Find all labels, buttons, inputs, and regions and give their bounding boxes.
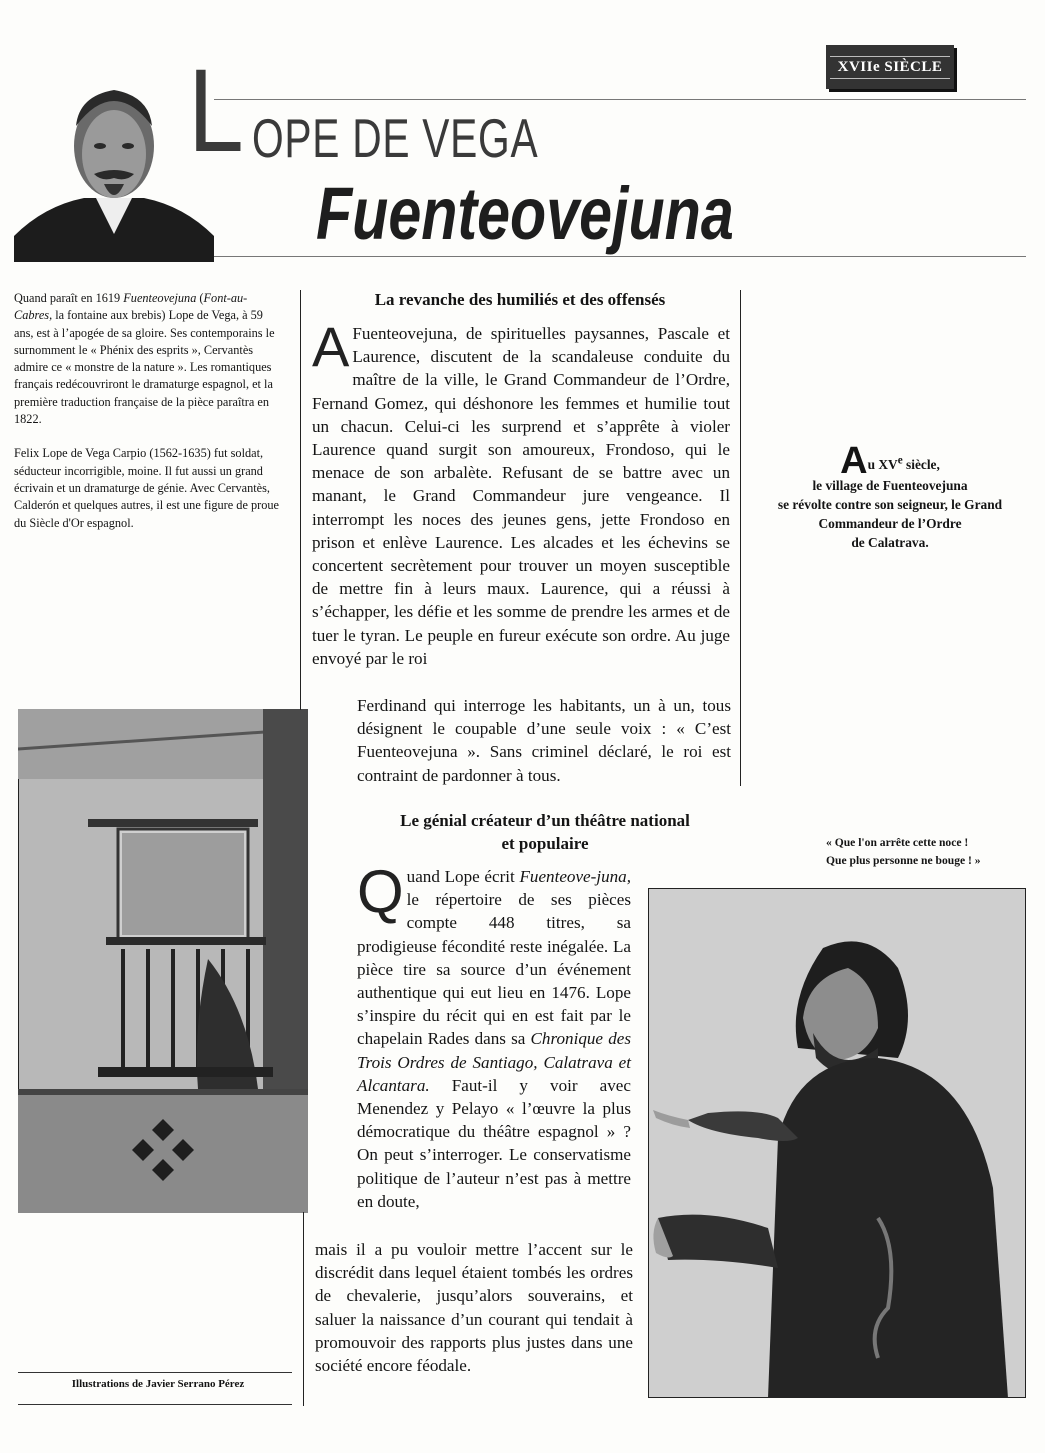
quote-line-1: « Que l'on arrête cette noce !: [826, 836, 969, 849]
section-2-body-a: Quand Lope écrit Fuenteove-juna, le répertoire de ses pièces compte 448 titres, sa prodigieuse fécondité reste inégalée. La pièce tire sa source d’un événement authentique qui eut lieu en 1476. Lope s’inspire du récit qui en est fait par le chapelain Rades dans sa Chronique des Trois Ordres de Santiago, Calatrava et Alcantara. Faut-il y voir avec Menendez y Pelayo « l’œuvre la plus démocratique du théâtre espagnol » ? On peut s’interroger. Le conservatisme politique de l’auteur n’est pas à mettre en doute,: [357, 858, 631, 1211]
author-title: OPE DE VEGA: [252, 107, 539, 169]
column-rule-bottom: [303, 1212, 304, 1406]
century-badge-label: XVIIe SIÈCLE: [830, 56, 951, 79]
section-2-heading: [350, 809, 740, 855]
section-2-heading-line-2: et populaire: [501, 834, 589, 853]
section-1-body-b: Ferdinand qui interroge les habitants, un à un, tous désignent le coupable d’une seule voix : « C’est Fuenteovejuna ». Sans criminel déclaré, le roi est contraint de pardonner à tous.: [357, 696, 731, 785]
sidebar-line-1: Au XVe siècle,: [840, 440, 940, 482]
pointing-man-illustration-icon: [648, 888, 1026, 1398]
credit-rule-bottom: [18, 1404, 292, 1405]
author-portrait-icon: [14, 66, 214, 262]
intro-paragraph-2: Felix Lope de Vega Carpio (1562-1635) fut soldat, séducteur incorrigible, moine. Il fut aussi un grand écrivain et un dramaturge de génie. Avec Cervantès, Calderón et quelques autres, il est une figure de proue du Siècle d'Or espagnol.: [14, 446, 279, 530]
column-rule-left: [300, 290, 301, 710]
play-title: Fuenteovejuna: [316, 172, 734, 255]
sidebar-summary: [754, 440, 1026, 552]
header-bottom-rule: [130, 256, 1026, 257]
century-badge: [826, 45, 954, 89]
title-initial: L: [188, 45, 244, 177]
column-rule-right: [740, 290, 741, 786]
balcony-window-illustration-icon: [18, 709, 308, 1213]
intro-text: [14, 290, 284, 549]
section-2-body-b: mais il a pu vouloir mettre l’accent sur le discrédit dans lequel étaient tombés les ordres de chevalerie, jusqu’alors souverains, et saluer la naissance d’un courant qui tendait à promouvoir des rapports plus justes dans une société encore féodale.: [315, 1240, 633, 1376]
quote-line-2: Que plus personne ne bouge ! »: [826, 853, 981, 867]
sidebar-line-4: Commandeur de l’Ordre: [818, 516, 962, 531]
illustration-quote: [826, 834, 1036, 869]
sidebar-line-5: de Calatrava.: [851, 535, 929, 550]
sidebar-line-3: se révolte contre son seigneur, le Grand: [777, 497, 1003, 512]
section-1-heading: La revanche des humiliés et des offensés: [374, 290, 666, 309]
sidebar-line-2: le village de Fuenteovejuna: [812, 478, 968, 493]
illustration-credit: Illustrations de Javier Serrano Pérez: [71, 1378, 245, 1390]
intro-paragraph-1: Quand paraît en 1619 Fuenteovejuna (Font-au-Cabres, la fontaine aux brebis) Lope de Vega, à 59 ans, est à l’apogée de sa gloire. Ses contemporains le surnomment le « Phénix des esprits », Cervantès admire ce « monstre de la nature ». Les romantiques français redécouvriront le dramaturge espagnol, et la première traduction française de la pièce paraîtra en 1822.: [14, 291, 275, 427]
credit-rule: [18, 1372, 292, 1373]
section-1-dropcap: A: [312, 315, 350, 378]
section-2-dropcap: Q: [357, 858, 404, 925]
section-1-body-a: A Fuenteovejuna, de spirituelles paysannes, Pascale et Laurence, discutent de la scandaleuse conduite du maître de la ville, le Grand Commandeur de l’Ordre, Fernand Gomez, qui déshonore les femmes et humilie tout un chacun. Celui-ci les surprend et s’apprête à violer Laurence quand surgit son amoureux, Frondoso, qui le menace de son arbalète. Refusant de se battre avec un manant, le Grand Commandeur jure vengeance. Il interrompt les noces des jeunes gens, jette Frondoso en prison et enlève Laurence. Les alcades et les échevins se concertent secrètement pour trouver un moyen susceptible de mettre fin à leurs maux. Laurence, qui a réussi à s’échapper, les défie et les somme de prendre les armes et de tuer le tyran. Le peuple en fureur exécute son ordre. Au juge envoyé par le roi: [312, 315, 730, 668]
section-2-heading-line-1: Le génial créateur d’un théâtre national: [400, 811, 690, 830]
